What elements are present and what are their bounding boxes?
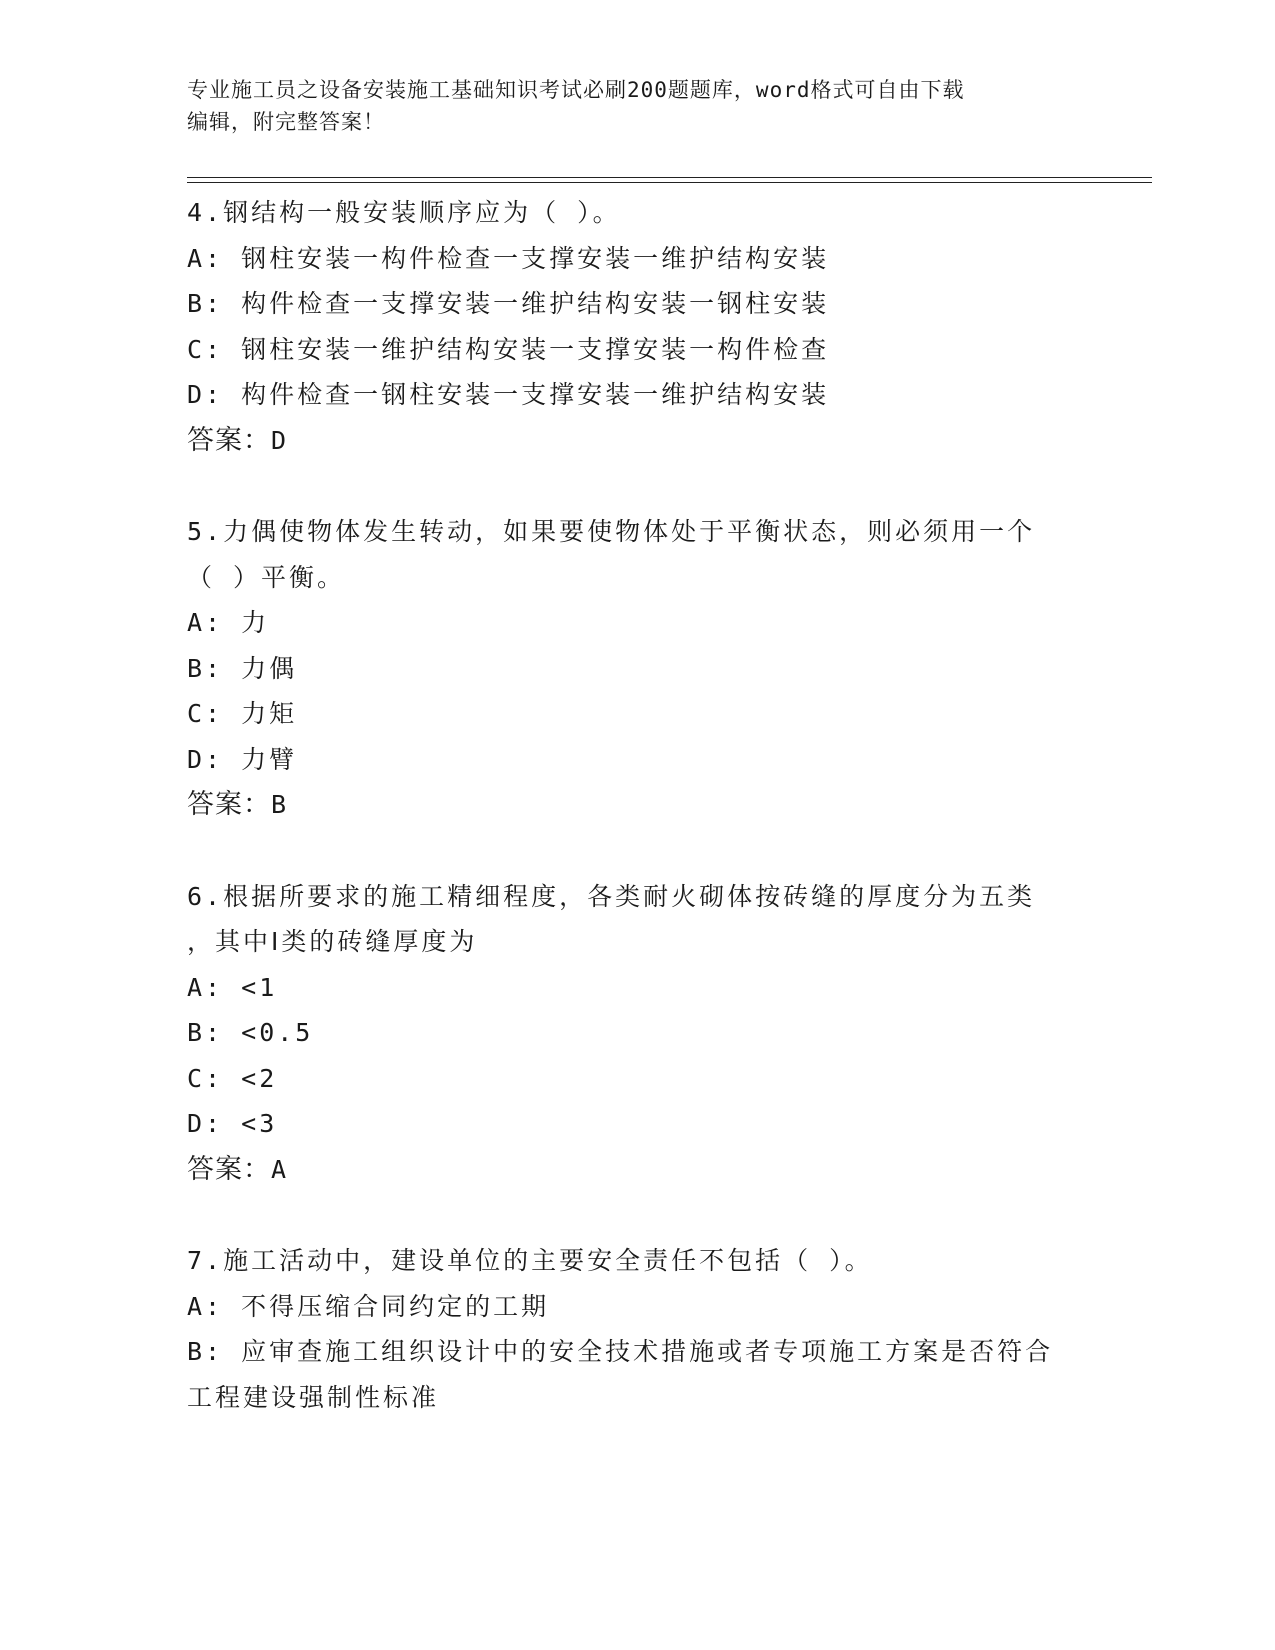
question-6 — [187, 874, 1087, 1193]
question-7 — [187, 1238, 1087, 1420]
option-d: D: <3 — [187, 1109, 278, 1138]
answer-line — [187, 782, 1087, 828]
question-stem-continued: ，其中Ⅰ类的砖缝厚度为 — [187, 927, 478, 956]
question-stem-continued: （ ）平衡。 — [187, 562, 346, 592]
option-d: D: 构件检查一钢柱安装一支撑安装一维护结构安装 — [187, 380, 830, 409]
option-a: A: <1 — [187, 972, 278, 1002]
answer-value: D — [271, 425, 288, 455]
answer-line — [187, 1147, 1087, 1193]
question-stem: 4.钢结构一般安装顺序应为（ ）。 — [187, 198, 621, 227]
option-b-continued: 工程建设强制性标准 — [187, 1382, 440, 1412]
option-a: A: 钢柱安装一构件检查一支撑安装一维护结构安装 — [187, 243, 830, 273]
question-list — [187, 190, 1087, 1466]
answer-label: 答案： — [187, 789, 271, 820]
option-a: A: 不得压缩合同约定的工期 — [187, 1291, 550, 1321]
question-stem: 7.施工活动中，建设单位的主要安全责任不包括（ ）。 — [187, 1246, 873, 1275]
header-divider-bottom — [187, 182, 1152, 183]
header-divider-top — [187, 177, 1152, 178]
header-line-2: 编辑，附完整答案！ — [187, 110, 385, 134]
header-line-1: 专业施工员之设备安装施工基础知识考试必刷200题题库，word格式可自由下载 — [187, 78, 965, 102]
option-b: B: 应审查施工组织设计中的安全技术措施或者专项施工方案是否符合 — [187, 1337, 1054, 1366]
option-b: B: 构件检查一支撑安装一维护结构安装一钢柱安装 — [187, 289, 830, 318]
option-c: C: <2 — [187, 1063, 278, 1093]
answer-value: B — [271, 790, 288, 819]
question-4 — [187, 190, 1087, 463]
answer-label: 答案： — [187, 424, 271, 456]
question-5 — [187, 509, 1087, 828]
document-header — [187, 74, 1067, 138]
answer-line — [187, 418, 1087, 464]
option-b: B: <0.5 — [187, 1018, 314, 1047]
option-d: D: 力臂 — [187, 744, 298, 774]
option-c: C: 力矩 — [187, 699, 298, 728]
answer-label: 答案： — [187, 1153, 271, 1185]
question-stem: 5.力偶使物体发生转动，如果要使物体处于平衡状态，则必须用一个 — [187, 517, 1036, 546]
question-stem: 6.根据所要求的施工精细程度，各类耐火砌体按砖缝的厚度分为五类 — [187, 881, 1036, 911]
option-c: C: 钢柱安装一维护结构安装一支撑安装一构件检查 — [187, 334, 830, 364]
answer-value: A — [271, 1154, 288, 1184]
option-a: A: 力 — [187, 608, 270, 637]
option-b: B: 力偶 — [187, 653, 298, 683]
